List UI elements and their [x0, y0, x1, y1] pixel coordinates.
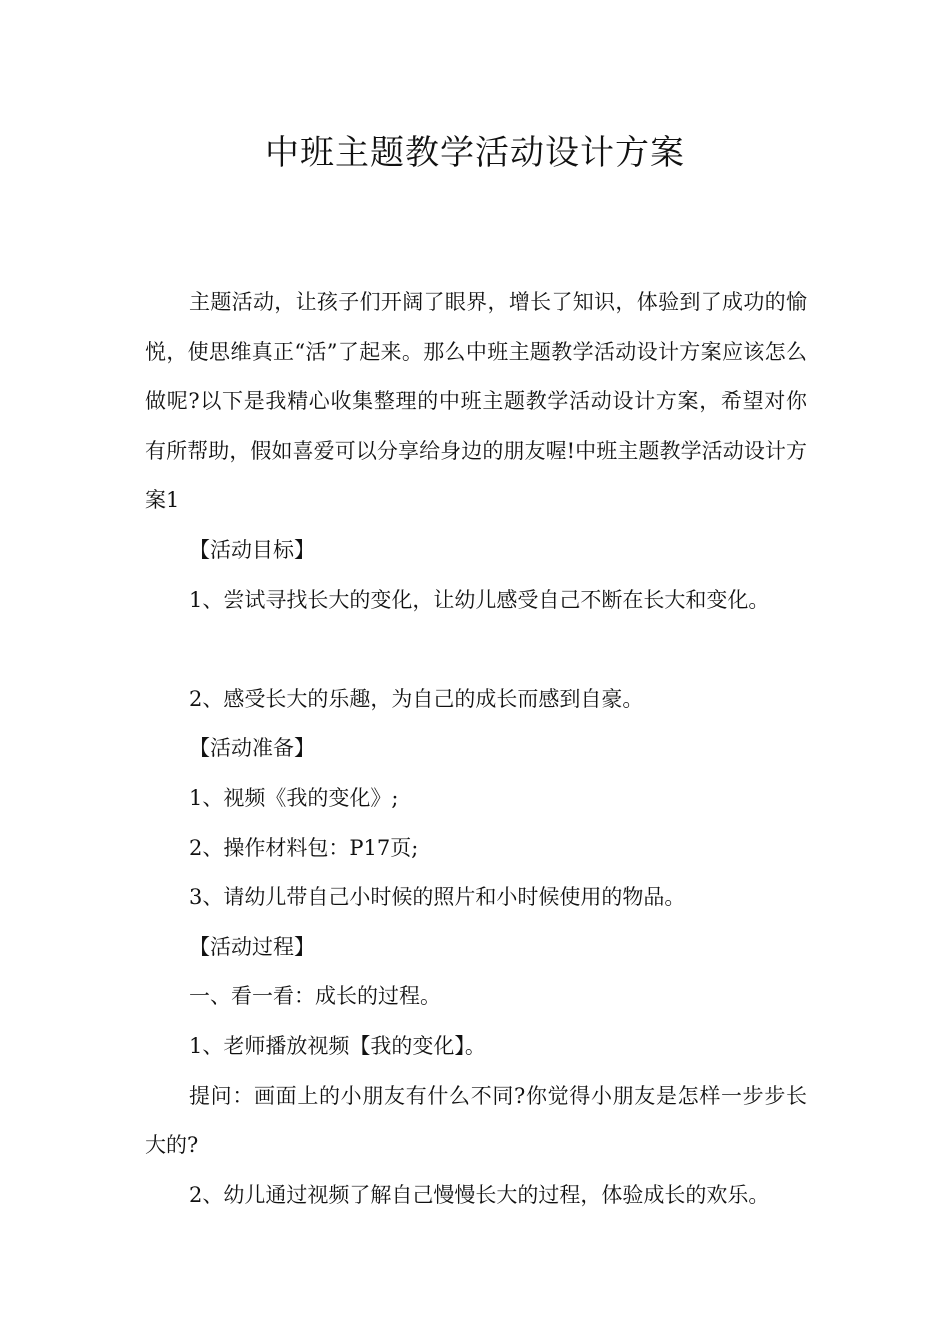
section-heading-process: 【活动过程】: [189, 934, 315, 959]
section-heading-goals: 【活动目标】: [189, 537, 315, 562]
process-item-2: 2、幼儿通过视频了解自己慢慢长大的过程，体验成长的欢乐。: [189, 1182, 770, 1207]
goal-item-2: 2、感受长大的乐趣，为自己的成长而感到自豪。: [189, 686, 644, 711]
preparation-item-2: 2、操作材料包：P17页;: [189, 835, 419, 860]
process-item-1: 1、老师播放视频【我的变化】。: [189, 1033, 486, 1058]
process-question: 提问：画面上的小朋友有什么不同?你觉得小朋友是怎样一步步长大的?: [145, 1083, 807, 1158]
preparation-item-1: 1、视频《我的变化》;: [189, 785, 399, 810]
section-heading-preparation: 【活动准备】: [189, 736, 315, 761]
preparation-item-3: 3、请幼儿带自己小时候的照片和小时候使用的物品。: [189, 885, 686, 910]
document-title: 中班主题教学活动设计方案: [265, 133, 685, 173]
goal-item-1: 1、尝试寻找长大的变化，让幼儿感受自己不断在长大和变化。: [189, 587, 770, 612]
process-step-heading: 一、看一看：成长的过程。: [189, 984, 441, 1009]
document-body: [145, 278, 807, 1220]
blank-line: [145, 625, 807, 675]
intro-paragraph: 主题活动，让孩子们开阔了眼界，增长了知识，体验到了成功的愉悦，使思维真正“活”了起来。那么中班主题教学活动设计方案应该怎么做呢?以下是我精心收集整理的中班主题教学活动设计方案，希望对你有所帮助，假如喜爱可以分享给身边的朋友喔!中班主题教学活动设计方案1: [145, 290, 807, 513]
